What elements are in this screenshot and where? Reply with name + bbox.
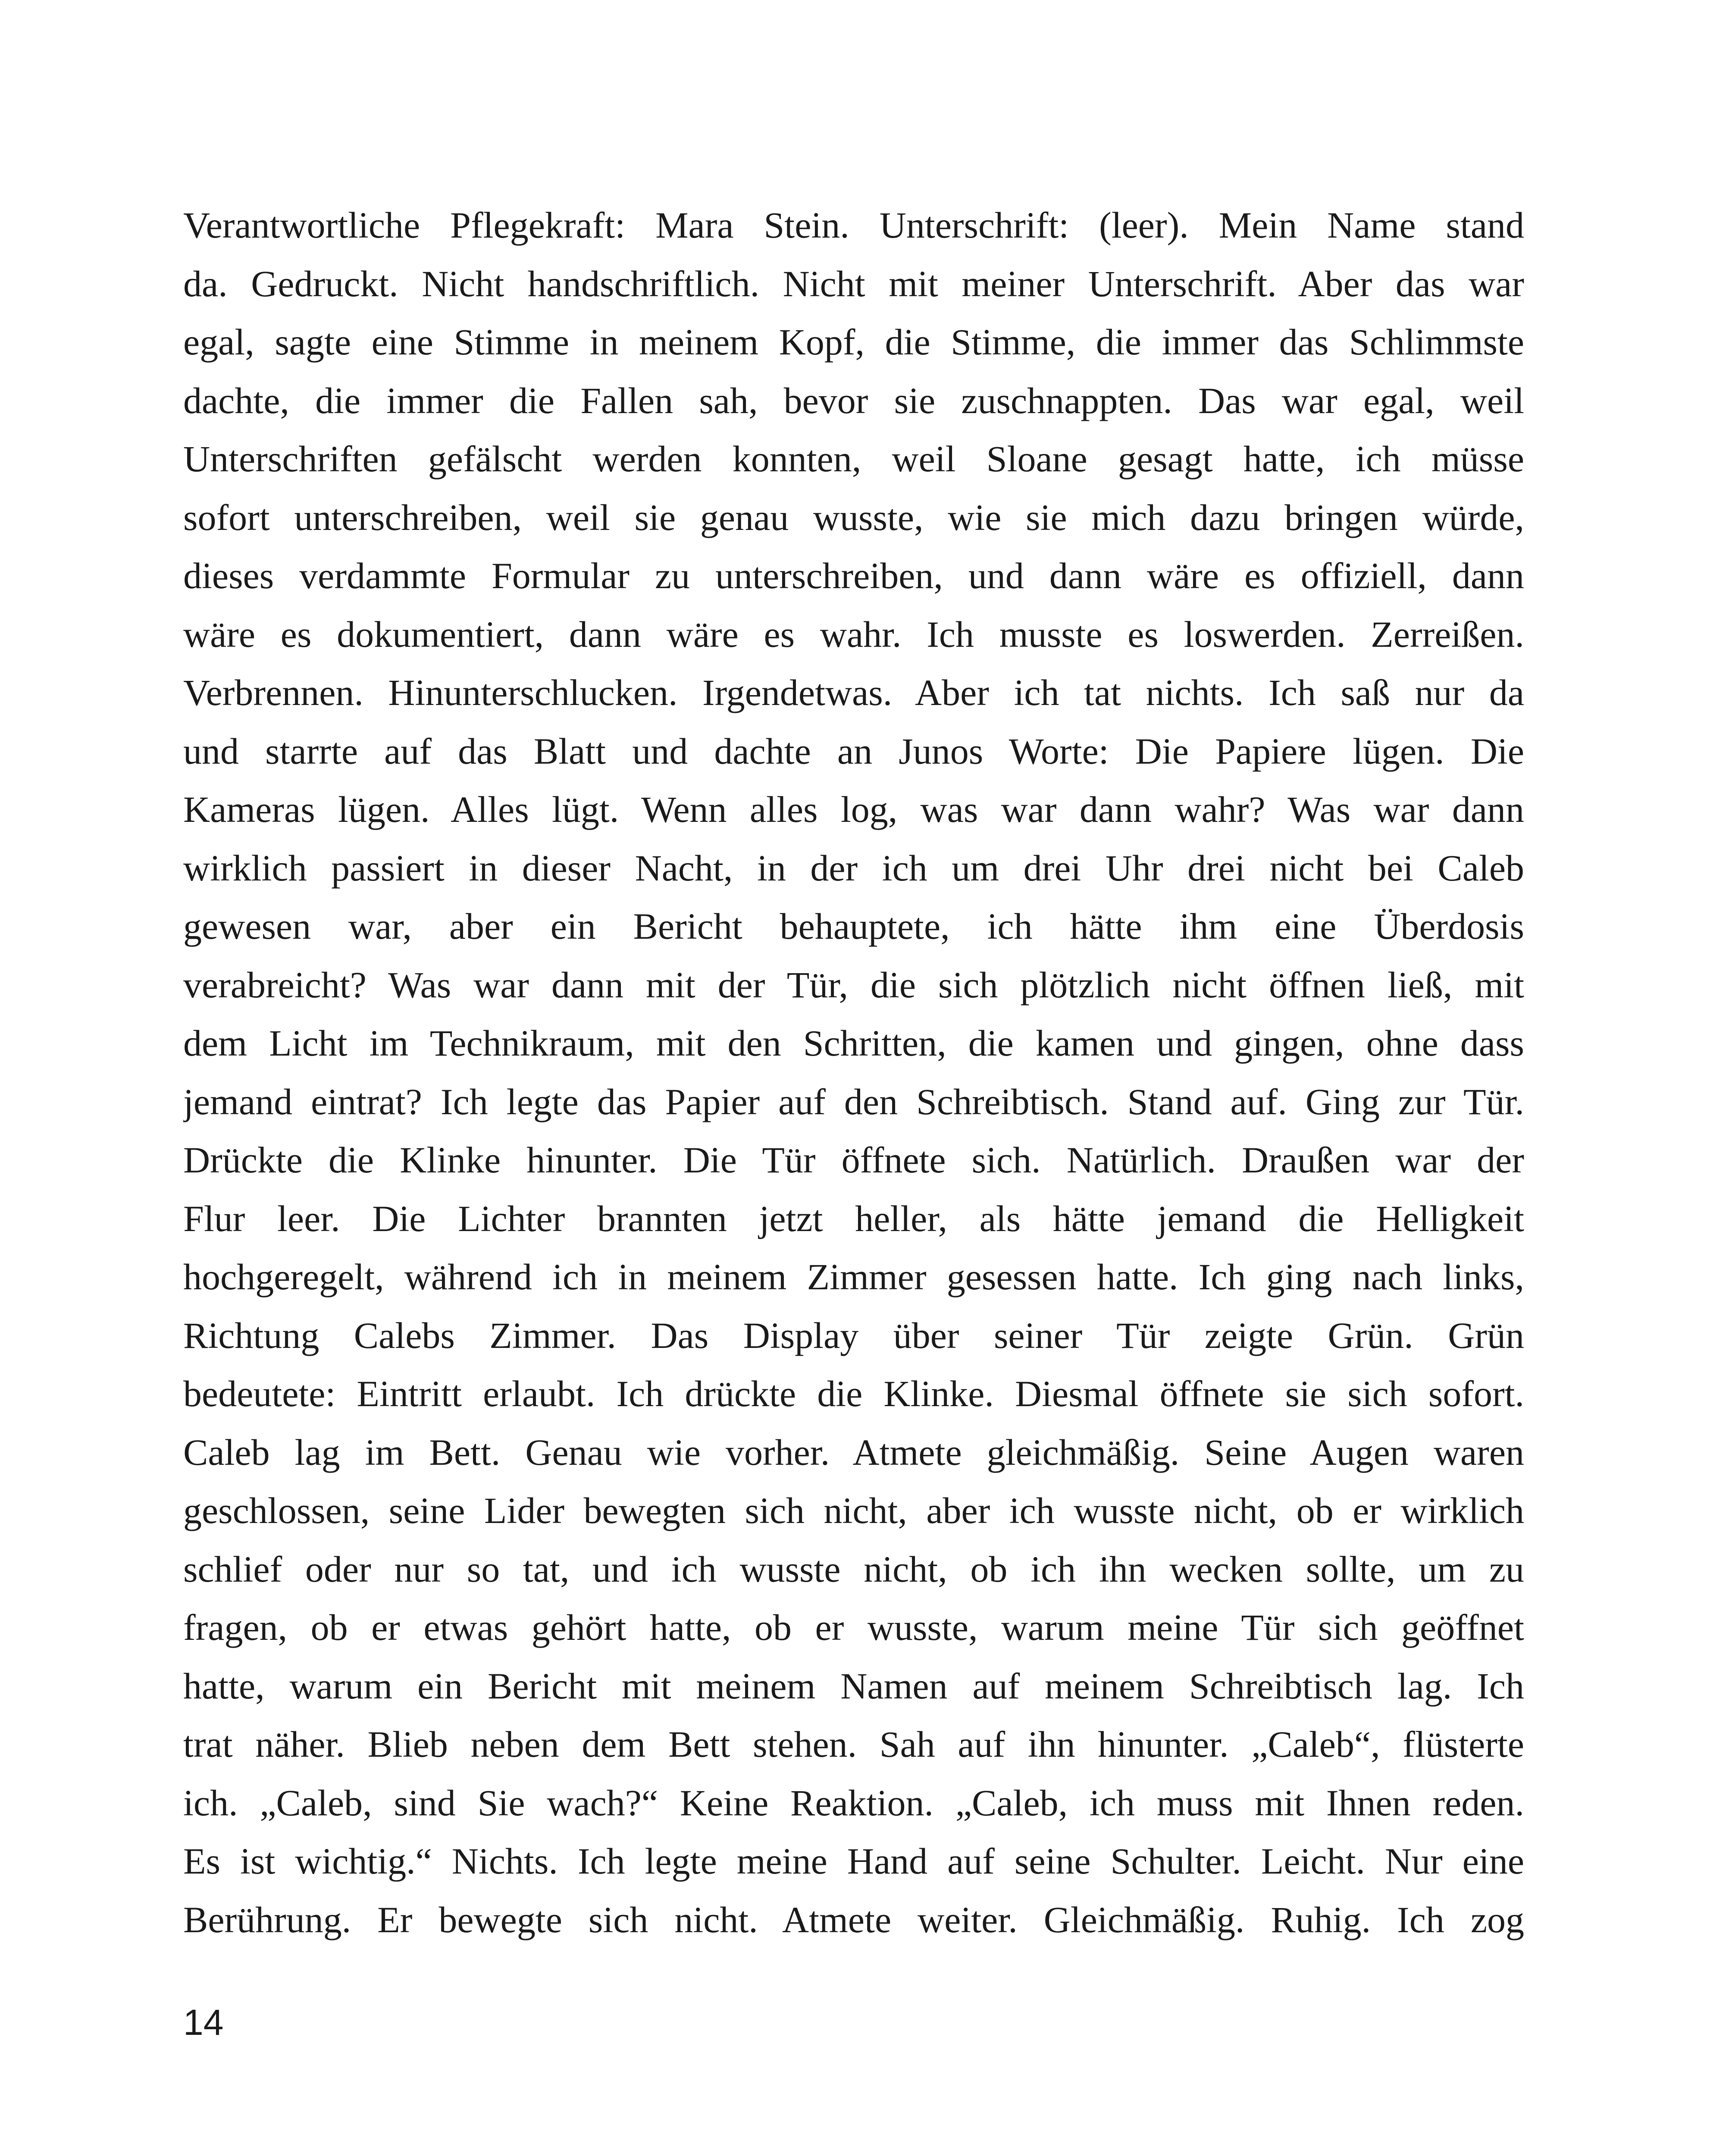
- text-line: Es ist wichtig.“ Nichts. Ich legte meine Hand auf seine Schulter. Leicht. Nur eine: [183, 1840, 1524, 1882]
- text-line: egal, sagte eine Stimme in meinem Kopf, die Stimme, die immer das Schlimmste: [183, 321, 1524, 363]
- text-line: Kameras lügen. Alles lügt. Wenn alles log, was war dann wahr? Was war dann: [183, 789, 1524, 830]
- text-line: wäre es dokumentiert, dann wäre es wahr. Ich musste es loswerden. Zerreißen.: [183, 613, 1524, 655]
- text-line: schlief oder nur so tat, und ich wusste nicht, ob ich ihn wecken sollte, um zu: [183, 1548, 1524, 1590]
- text-line: geschlossen, seine Lider bewegten sich nicht, aber ich wusste nicht, ob er wirklich: [183, 1490, 1524, 1531]
- text-line: hochgeregelt, während ich in meinem Zimmer gesessen hatte. Ich ging nach links,: [183, 1256, 1524, 1297]
- text-line: Berührung. Er bewegte sich nicht. Atmete weiter. Gleichmäßig. Ruhig. Ich zog: [183, 1899, 1524, 1940]
- text-line: bedeutete: Eintritt erlaubt. Ich drückte die Klinke. Diesmal öffnete sie sich sofort.: [183, 1373, 1524, 1414]
- text-line: Unterschriften gefälscht werden konnten, weil Sloane gesagt hatte, ich müsse: [183, 438, 1524, 479]
- text-line: dachte, die immer die Fallen sah, bevor sie zuschnappten. Das war egal, weil: [183, 379, 1524, 421]
- text-line: hatte, warum ein Bericht mit meinem Namen auf meinem Schreibtisch lag. Ich: [183, 1665, 1524, 1707]
- text-line: Verbrennen. Hinunterschlucken. Irgendetwas. Aber ich tat nichts. Ich saß nur da: [183, 672, 1524, 713]
- text-line: ich. „Caleb, sind Sie wach?“ Keine Reaktion. „Caleb, ich muss mit Ihnen reden.: [183, 1782, 1524, 1824]
- text-line: dem Licht im Technikraum, mit den Schritten, die kamen und gingen, ohne dass: [183, 1022, 1524, 1064]
- text-line: jemand eintrat? Ich legte das Papier auf den Schreibtisch. Stand auf. Ging zur Tür.: [183, 1081, 1524, 1122]
- text-line: Richtung Calebs Zimmer. Das Display über seiner Tür zeigte Grün. Grün: [183, 1314, 1524, 1356]
- text-line: da. Gedruckt. Nicht handschriftlich. Nicht mit meiner Unterschrift. Aber das war: [183, 263, 1524, 304]
- text-line: gewesen war, aber ein Bericht behauptete, ich hätte ihm eine Überdosis: [183, 906, 1524, 947]
- text-line: sofort unterschreiben, weil sie genau wusste, wie sie mich dazu bringen würde,: [183, 496, 1524, 538]
- text-line: trat näher. Blieb neben dem Bett stehen. Sah auf ihn hinunter. „Caleb“, flüsterte: [183, 1724, 1524, 1765]
- text-line: dieses verdammte Formular zu unterschreiben, und dann wäre es offiziell, dann: [183, 555, 1524, 596]
- text-line: Flur leer. Die Lichter brannten jetzt heller, als hätte jemand die Helligkeit: [183, 1197, 1524, 1239]
- page-number: 14: [183, 2002, 224, 2043]
- text-line: und starrte auf das Blatt und dachte an Junos Worte: Die Papiere lügen. Die: [183, 730, 1524, 772]
- text-line: Drückte die Klinke hinunter. Die Tür öffnete sich. Natürlich. Draußen war der: [183, 1139, 1524, 1181]
- text-line: verabreicht? Was war dann mit der Tür, die sich plötzlich nicht öffnen ließ, mit: [183, 964, 1524, 1006]
- text-line: Caleb lag im Bett. Genau wie vorher. Atmete gleichmäßig. Seine Augen waren: [183, 1431, 1524, 1473]
- body-text: [183, 196, 1524, 1949]
- text-line: Verantwortliche Pflegekraft: Mara Stein. Unterschrift: (leer). Mein Name stand: [183, 204, 1524, 246]
- text-line: fragen, ob er etwas gehört hatte, ob er wusste, warum meine Tür sich geöffnet: [183, 1607, 1524, 1648]
- text-line: wirklich passiert in dieser Nacht, in der ich um drei Uhr drei nicht bei Caleb: [183, 847, 1524, 889]
